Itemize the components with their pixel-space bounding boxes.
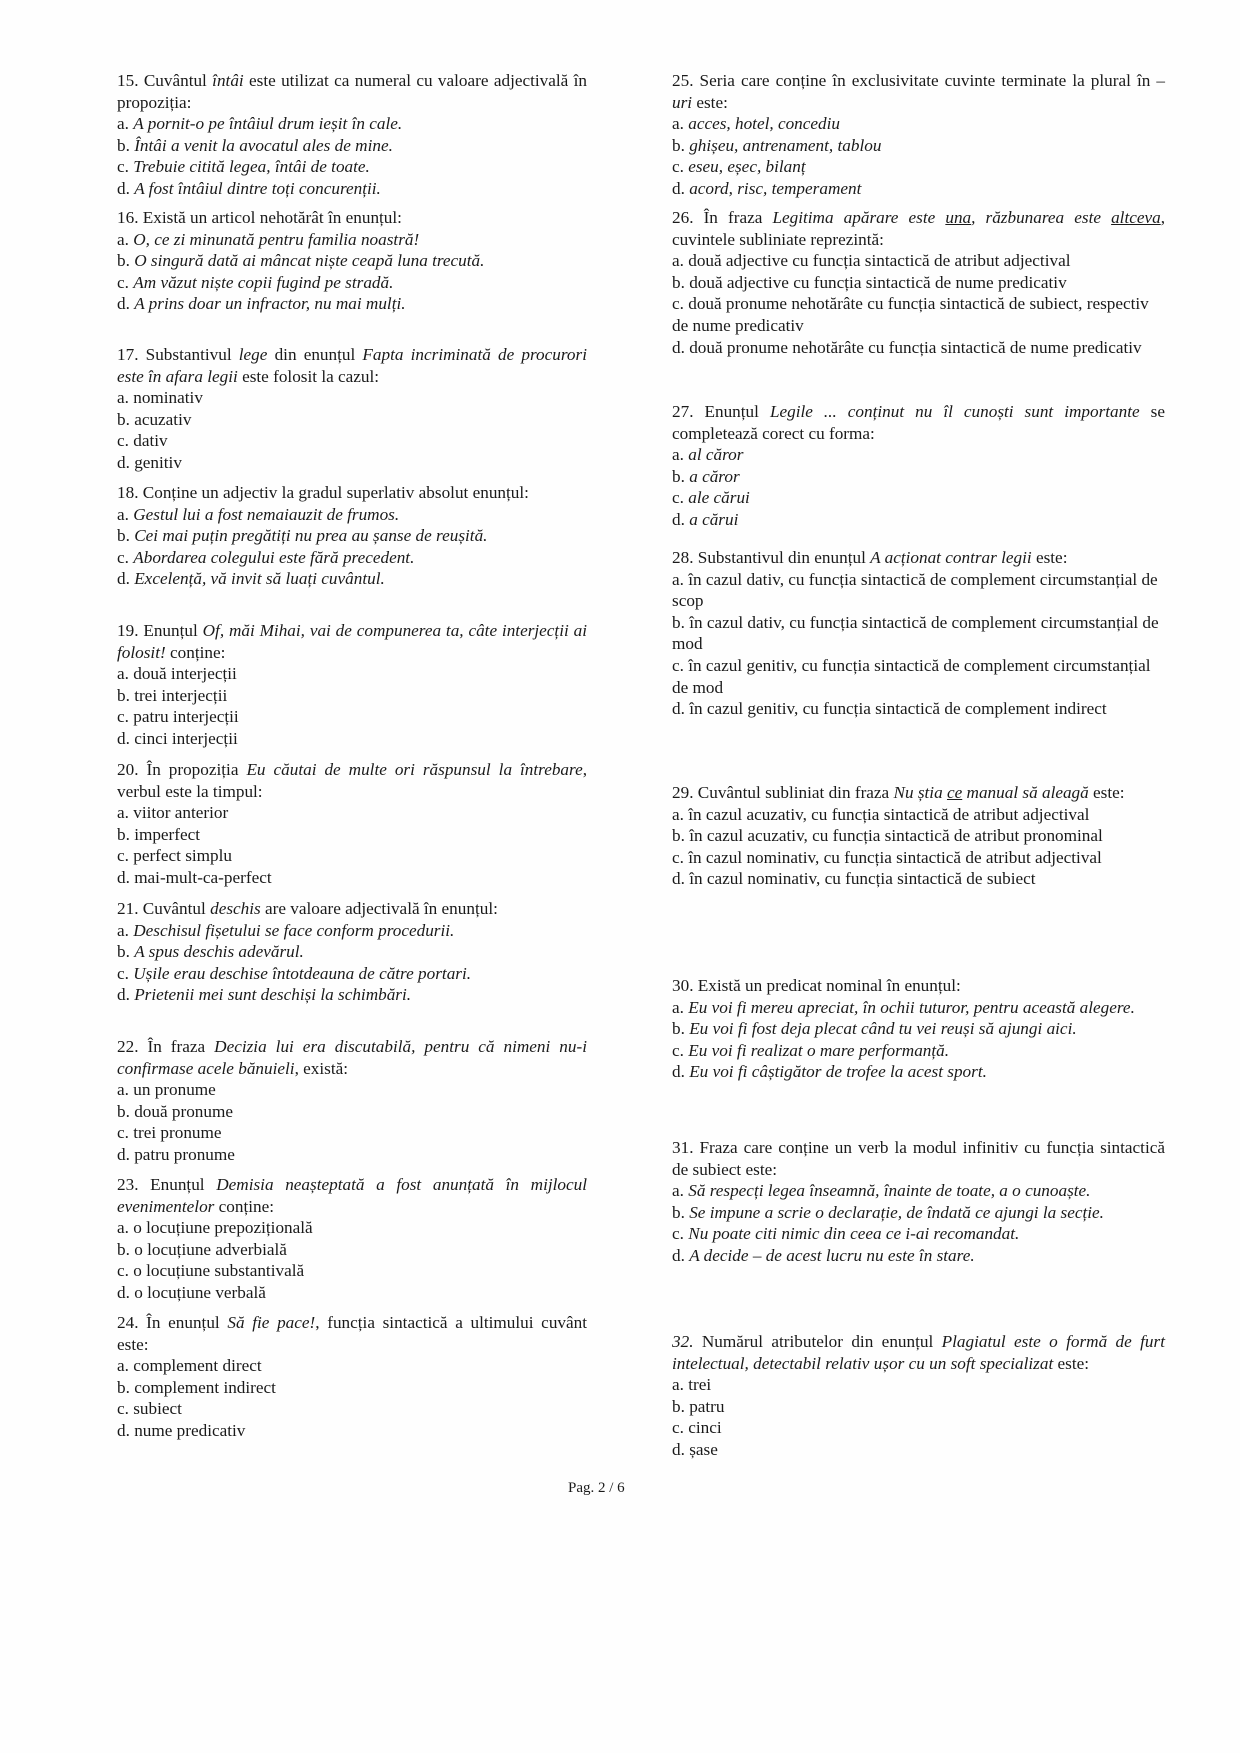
text: c. subiect: [117, 1399, 182, 1419]
question-stem: [672, 547, 1165, 569]
answer-option-c: [117, 963, 587, 985]
answer-option-b: [117, 525, 587, 547]
text: a. două adjective cu funcția sintactică de atribut adjectival: [672, 251, 1071, 271]
answer-option-a: [672, 1180, 1165, 1202]
text: b.: [672, 466, 690, 486]
italic-text: A pornit-o pe întâiul drum ieșit în cale.: [133, 114, 403, 134]
question-29: [672, 782, 1165, 890]
text: a.: [672, 997, 689, 1017]
text: b. două pronume: [117, 1101, 233, 1121]
italic-text: Deschisul fișetului se face conform procedurii.: [133, 920, 455, 940]
text: d.: [117, 569, 135, 589]
text: b. în cazul dativ, cu funcția sintactică de complement circumstanțial de mod: [672, 612, 1159, 654]
answer-option-a: [672, 444, 1165, 466]
italic-text: Abordarea colegului este fără precedent.: [133, 547, 415, 567]
answer-option-d: [672, 509, 1165, 531]
question-number: 22.: [117, 1037, 139, 1056]
question-stem: [672, 70, 1165, 113]
italic-text: Am văzut niște copii fugind pe stradă.: [133, 272, 394, 292]
question-number: 24.: [117, 1313, 139, 1332]
question-32: [672, 1331, 1165, 1461]
text: a.: [117, 920, 134, 940]
text: c.: [117, 547, 134, 567]
italic-text: O, ce zi minunată pentru familia noastră!: [133, 229, 420, 249]
answer-option-d: [672, 1061, 1165, 1083]
italic-text: Întâi a venit la avocatul ales de mine.: [134, 135, 393, 155]
question-number: 17.: [117, 345, 139, 364]
text: , cuvintele subliniate reprezintă:: [672, 208, 1165, 249]
text: b.: [672, 1019, 690, 1039]
text: c. cinci: [672, 1418, 722, 1438]
text: c. trei pronume: [117, 1123, 222, 1143]
italic-text: A fost întâiul dintre toți concurenții.: [134, 178, 381, 198]
text: b.: [117, 251, 135, 271]
text: a.: [117, 114, 134, 134]
answer-option-c: [117, 1260, 587, 1282]
question-number: 32.: [672, 1332, 694, 1351]
question-number: 20.: [117, 760, 139, 779]
answer-option-c: [672, 156, 1165, 178]
text: b. patru: [672, 1396, 725, 1416]
answer-option-b: [117, 1239, 587, 1261]
answer-option-b: [117, 941, 587, 963]
text: Conține un adjectiv la gradul superlativ absolut enunțul:: [138, 483, 529, 502]
text: , verbul este la timpul:: [117, 760, 588, 801]
question-number: 26.: [672, 208, 694, 227]
question-28: [672, 547, 1165, 720]
answer-option-a: [117, 504, 587, 526]
text: Cuvântul subliniat din fraza: [693, 783, 894, 802]
answer-option-d: [117, 293, 587, 315]
text: c. patru interjecții: [117, 707, 239, 727]
question-number: 21.: [117, 899, 139, 918]
text: , există:: [294, 1058, 349, 1078]
answer-option-b: [117, 250, 587, 272]
text: a. o locuțiune prepozițională: [117, 1218, 313, 1238]
italic-text: acces, hotel, concediu: [688, 114, 840, 134]
question-17: [117, 344, 587, 474]
answer-option-b: [117, 685, 587, 707]
question-30: [672, 975, 1165, 1083]
answer-option-b: [117, 824, 587, 846]
italic-text: deschis: [210, 899, 261, 918]
text: d.: [117, 294, 135, 314]
italic-text: O singură dată ai mâncat niște ceapă luna trecută.: [134, 251, 485, 271]
italic-text: –uri: [672, 71, 1165, 112]
question-26: [672, 207, 1165, 358]
italic-text: ale cărui: [688, 488, 750, 508]
text: Enunțul: [138, 621, 203, 640]
answer-option-c: [672, 847, 1165, 869]
question-number: 28.: [672, 548, 694, 567]
italic-text: Nu știa: [893, 783, 947, 802]
text: este:: [1031, 548, 1068, 567]
answer-option-c: [117, 547, 587, 569]
text: d. două pronume nehotărâte cu funcția sintactică de nume predicativ: [672, 337, 1142, 357]
text: b.: [672, 135, 690, 155]
question-stem: [117, 620, 587, 663]
text: b. în cazul acuzativ, cu funcția sintactică de atribut pronominal: [672, 826, 1103, 846]
answer-option-a: [117, 229, 587, 251]
question-number: 18.: [117, 483, 139, 502]
answer-option-a: [672, 997, 1165, 1019]
text: d. genitiv: [117, 452, 182, 472]
italic-text: Să respecți legea înseamnă, înainte de toate, a o cunoaște.: [688, 1181, 1091, 1201]
answer-option-d: [672, 1245, 1165, 1267]
italic-text: A spus deschis adevărul.: [134, 942, 304, 962]
question-number: 30.: [672, 976, 694, 995]
text: b.: [117, 526, 135, 546]
italic-text: lege: [238, 345, 268, 364]
text: b. complement indirect: [117, 1377, 276, 1397]
text: c.: [672, 157, 689, 177]
answer-option-d: [117, 568, 587, 590]
text: Numărul atributelor din enunțul: [693, 1332, 942, 1351]
text: a. viitor anterior: [117, 803, 229, 823]
text: d. șase: [672, 1439, 718, 1459]
answer-option-c: [117, 156, 587, 178]
question-number: 15.: [117, 71, 139, 90]
question-19: [117, 620, 587, 750]
italic-text: Ușile erau deschise întotdeauna de către portari.: [133, 963, 472, 983]
question-number: 25.: [672, 71, 694, 90]
text: este utilizat ca numeral cu valoare adjectivală în propoziția:: [117, 71, 587, 112]
text: b.: [672, 1202, 690, 1222]
question-25: [672, 70, 1165, 200]
answer-option-c: [117, 1122, 587, 1144]
text: a.: [117, 229, 134, 249]
question-stem: [117, 207, 587, 229]
italic-text: Plagiatul este o formă de furt intelectual, detectabil relativ ușor cu un soft specializat: [672, 1332, 1165, 1373]
text: c. în cazul nominativ, cu funcția sintactică de atribut adjectival: [672, 847, 1102, 867]
underlined-text: altceva: [1111, 208, 1161, 227]
text: a. nominativ: [117, 388, 203, 408]
answer-option-d: [117, 728, 587, 750]
italic-text: întâi: [212, 71, 244, 90]
answer-option-d: [672, 698, 1165, 720]
answer-option-b: [672, 1396, 1165, 1418]
text: d. cinci interjecții: [117, 728, 238, 748]
italic-text: Decizia lui era discutabilă, pentru că nimeni nu-i confirmase acele bănuieli: [117, 1037, 587, 1078]
text: d. în cazul genitiv, cu funcția sintactică de complement indirect: [672, 699, 1107, 719]
question-stem: [117, 1312, 587, 1355]
text: Fraza care conține un verb la modul infinitiv cu funcția sintactică de subiect este:: [672, 1138, 1165, 1179]
text: c.: [117, 963, 134, 983]
text: a.: [672, 1181, 689, 1201]
answer-option-c: [117, 706, 587, 728]
question-27: [672, 401, 1165, 531]
text: c. dativ: [117, 431, 168, 451]
answer-option-b: [672, 272, 1165, 294]
text: c. o locuțiune substantivală: [117, 1261, 305, 1281]
question-16: [117, 207, 587, 315]
answer-option-a: [117, 920, 587, 942]
text: d. o locuțiune verbală: [117, 1282, 266, 1302]
answer-option-c: [117, 272, 587, 294]
question-stem: [117, 344, 587, 387]
text: a.: [672, 114, 689, 134]
question-stem: [672, 207, 1165, 250]
text: are valoare adjectivală în enunțul:: [260, 899, 498, 918]
text: b. o locuțiune adverbială: [117, 1239, 287, 1259]
italic-text: Se impune a scrie o declarație, de îndată ce ajungi la secție.: [689, 1202, 1104, 1222]
question-23: [117, 1174, 587, 1304]
answer-option-b: [117, 135, 587, 157]
answer-option-a: [672, 113, 1165, 135]
answer-option-d: [117, 1420, 587, 1442]
italic-text: Trebuie citită legea, întâi de toate.: [133, 157, 370, 177]
answer-option-b: [672, 466, 1165, 488]
text: În fraza: [138, 1037, 215, 1056]
answer-option-d: [117, 452, 587, 474]
answer-option-d: [672, 1439, 1165, 1461]
question-number: 27.: [672, 402, 694, 421]
text: b.: [117, 942, 135, 962]
question-15: [117, 70, 587, 200]
italic-text: eseu, eșec, bilanț: [688, 157, 806, 177]
italic-text: Excelență, vă invit să luați cuvântul.: [134, 569, 385, 589]
answer-option-d: [117, 1144, 587, 1166]
question-stem: [672, 975, 1165, 997]
italic-text: al căror: [688, 445, 744, 465]
italic-text: Eu căutai de multe ori răspunsul la întrebare: [246, 760, 583, 779]
answer-option-b: [672, 612, 1165, 655]
question-number: 23.: [117, 1175, 139, 1194]
answer-option-c: [672, 1040, 1165, 1062]
text: d.: [672, 178, 690, 198]
italic-text: Eu voi fi realizat o mare performanță.: [688, 1040, 950, 1060]
question-22: [117, 1036, 587, 1166]
italic-text: a cărui: [689, 509, 739, 529]
text: d.: [117, 985, 135, 1005]
underlined-text: ce: [946, 783, 963, 802]
text: c.: [117, 272, 134, 292]
answer-option-d: [672, 868, 1165, 890]
text: este folosit la cazul:: [237, 366, 380, 386]
answer-option-a: [672, 804, 1165, 826]
italic-text: Legile ... conținut nu îl cunoști sunt importante: [769, 402, 1140, 421]
text: d.: [672, 1245, 690, 1265]
answer-option-a: [117, 387, 587, 409]
answer-option-d: [117, 1282, 587, 1304]
text: c. perfect simplu: [117, 846, 233, 866]
answer-option-a: [117, 1217, 587, 1239]
italic-text: Legitima apărare este: [772, 208, 946, 227]
answer-option-d: [672, 337, 1165, 359]
question-stem: [672, 782, 1165, 804]
text: c. în cazul genitiv, cu funcția sintactică de complement circumstanțial de mod: [672, 655, 1151, 697]
text: c.: [672, 1040, 689, 1060]
text: b. imperfect: [117, 824, 201, 844]
question-number: 31.: [672, 1138, 694, 1157]
answer-option-c: [117, 430, 587, 452]
text: a. complement direct: [117, 1356, 262, 1376]
answer-option-a: [672, 569, 1165, 612]
text: Există un articol nehotărât în enunțul:: [138, 208, 402, 227]
text: Substantivul: [138, 345, 239, 364]
text: este:: [1053, 1353, 1090, 1373]
text: Cuvântul: [138, 71, 213, 90]
question-stem: [117, 482, 587, 504]
answer-option-c: [672, 293, 1165, 336]
text: b.: [117, 135, 135, 155]
answer-option-c: [672, 487, 1165, 509]
text: d.: [117, 178, 135, 198]
text: a. trei: [672, 1375, 712, 1395]
question-18: [117, 482, 587, 590]
italic-text: A prins doar un infractor, nu mai mulți.: [134, 294, 406, 314]
answer-option-c: [672, 655, 1165, 698]
question-stem: [117, 1036, 587, 1079]
question-number: 16.: [117, 208, 139, 227]
text: c.: [672, 1224, 689, 1244]
italic-text: Fapta incriminată de procurori este în afara legii: [117, 345, 587, 386]
question-stem: [117, 898, 587, 920]
answer-option-b: [672, 1202, 1165, 1224]
text: Enunțul: [138, 1175, 217, 1194]
text: În fraza: [693, 208, 773, 227]
answer-option-b: [117, 1377, 587, 1399]
question-stem: [672, 401, 1165, 444]
italic-text: A acționat contrar legii: [870, 548, 1032, 567]
italic-text: Să fie pace!: [227, 1313, 316, 1332]
text: b. acuzativ: [117, 409, 192, 429]
answer-option-d: [117, 984, 587, 1006]
page-number: Pag. 2 / 6: [568, 1480, 625, 1496]
italic-text: Eu voi fi câștigător de trofee la acest sport.: [689, 1062, 987, 1082]
italic-text: Of, măi Mihai, vai de compunerea ta, câte interjecții ai folosit!: [117, 621, 587, 662]
answer-option-c: [117, 1398, 587, 1420]
italic-text: , răzbunarea este: [971, 208, 1112, 227]
underlined-text: una: [945, 208, 972, 227]
answer-option-a: [117, 1079, 587, 1101]
italic-text: Gestul lui a fost nemaiauzit de frumos.: [133, 504, 400, 524]
italic-text: ghișeu, antrenament, tablou: [689, 135, 882, 155]
question-stem: [672, 1331, 1165, 1374]
text: În propoziția: [138, 760, 247, 779]
italic-text: acord, risc, temperament: [689, 178, 862, 198]
text: d. în cazul nominativ, cu funcția sintactică de subiect: [672, 869, 1036, 889]
answer-option-c: [117, 845, 587, 867]
answer-option-a: [117, 113, 587, 135]
text: În enunțul: [138, 1313, 228, 1332]
italic-text: manual să aleagă: [962, 783, 1089, 802]
text: Cuvântul: [138, 899, 211, 918]
text: c.: [672, 488, 689, 508]
answer-option-c: [672, 1223, 1165, 1245]
question-stem: [672, 1137, 1165, 1180]
text: este:: [1088, 783, 1125, 802]
text: Enunțul: [693, 402, 770, 421]
italic-text: Eu voi fi fost deja plecat când tu vei reuși să ajungi aici.: [689, 1019, 1077, 1039]
text: a. două interjecții: [117, 664, 237, 684]
italic-text: Cei mai puțin pregătiți nu prea au șanse de reușită.: [134, 526, 488, 546]
text: , funcția sintactică a ultimului cuvânt este:: [117, 1313, 587, 1354]
question-stem: [117, 759, 587, 802]
answer-option-c: [672, 1417, 1165, 1439]
text: d. nume predicativ: [117, 1420, 246, 1440]
italic-text: Prietenii mei sunt deschiși la schimbări.: [134, 985, 412, 1005]
answer-option-d: [117, 867, 587, 889]
answer-option-b: [117, 1101, 587, 1123]
question-24: [117, 1312, 587, 1442]
text: d.: [672, 1062, 690, 1082]
answer-option-d: [117, 178, 587, 200]
question-20: [117, 759, 587, 889]
answer-option-b: [672, 135, 1165, 157]
text: d. mai-mult-ca-perfect: [117, 867, 272, 887]
question-21: [117, 898, 587, 1006]
text: a.: [672, 445, 689, 465]
italic-text: A decide – de acest lucru nu este în stare.: [689, 1245, 975, 1265]
question-stem: [117, 70, 587, 113]
question-31: [672, 1137, 1165, 1267]
text: d. patru pronume: [117, 1144, 235, 1164]
text: se completează corect cu forma:: [672, 402, 1165, 443]
answer-option-a: [117, 1355, 587, 1377]
text: b. trei interjecții: [117, 685, 228, 705]
text: Substantivul din enunțul: [693, 548, 871, 567]
question-number: 19.: [117, 621, 139, 640]
text: a.: [117, 504, 134, 524]
text: a. în cazul dativ, cu funcția sintactică de complement circumstanțial de scop: [672, 569, 1158, 611]
text: este:: [692, 92, 728, 112]
answer-option-a: [672, 1374, 1165, 1396]
answer-option-a: [117, 802, 587, 824]
text: conține:: [165, 642, 226, 662]
text: c.: [117, 157, 134, 177]
question-number: 29.: [672, 783, 694, 802]
answer-option-d: [672, 178, 1165, 200]
answer-option-b: [672, 1018, 1165, 1040]
italic-text: Nu poate citi nimic din ceea ce i-ai recomandat.: [688, 1224, 1020, 1244]
italic-text: a căror: [689, 466, 740, 486]
text: a. în cazul acuzativ, cu funcția sintactică de atribut adjectival: [672, 804, 1090, 824]
text: Seria care conține în exclusivitate cuvinte terminate la plural în: [693, 71, 1157, 90]
answer-option-b: [672, 825, 1165, 847]
text: Există un predicat nominal în enunțul:: [693, 976, 961, 995]
italic-text: Demisia neașteptată a fost anunțată în mijlocul evenimentelor: [117, 1175, 587, 1216]
answer-option-a: [672, 250, 1165, 272]
answer-option-b: [117, 409, 587, 431]
text: conține:: [214, 1196, 275, 1216]
text: b. două adjective cu funcția sintactică de nume predicativ: [672, 272, 1067, 292]
question-stem: [117, 1174, 587, 1217]
text: din enunțul: [267, 345, 363, 364]
italic-text: Eu voi fi mereu apreciat, în ochii tuturor, pentru această alegere.: [688, 997, 1135, 1017]
text: a. un pronume: [117, 1080, 216, 1100]
text: c. două pronume nehotărâte cu funcția sintactică de subiect, respectiv de nume predicativ: [672, 294, 1149, 335]
text: d.: [672, 509, 690, 529]
answer-option-a: [117, 663, 587, 685]
